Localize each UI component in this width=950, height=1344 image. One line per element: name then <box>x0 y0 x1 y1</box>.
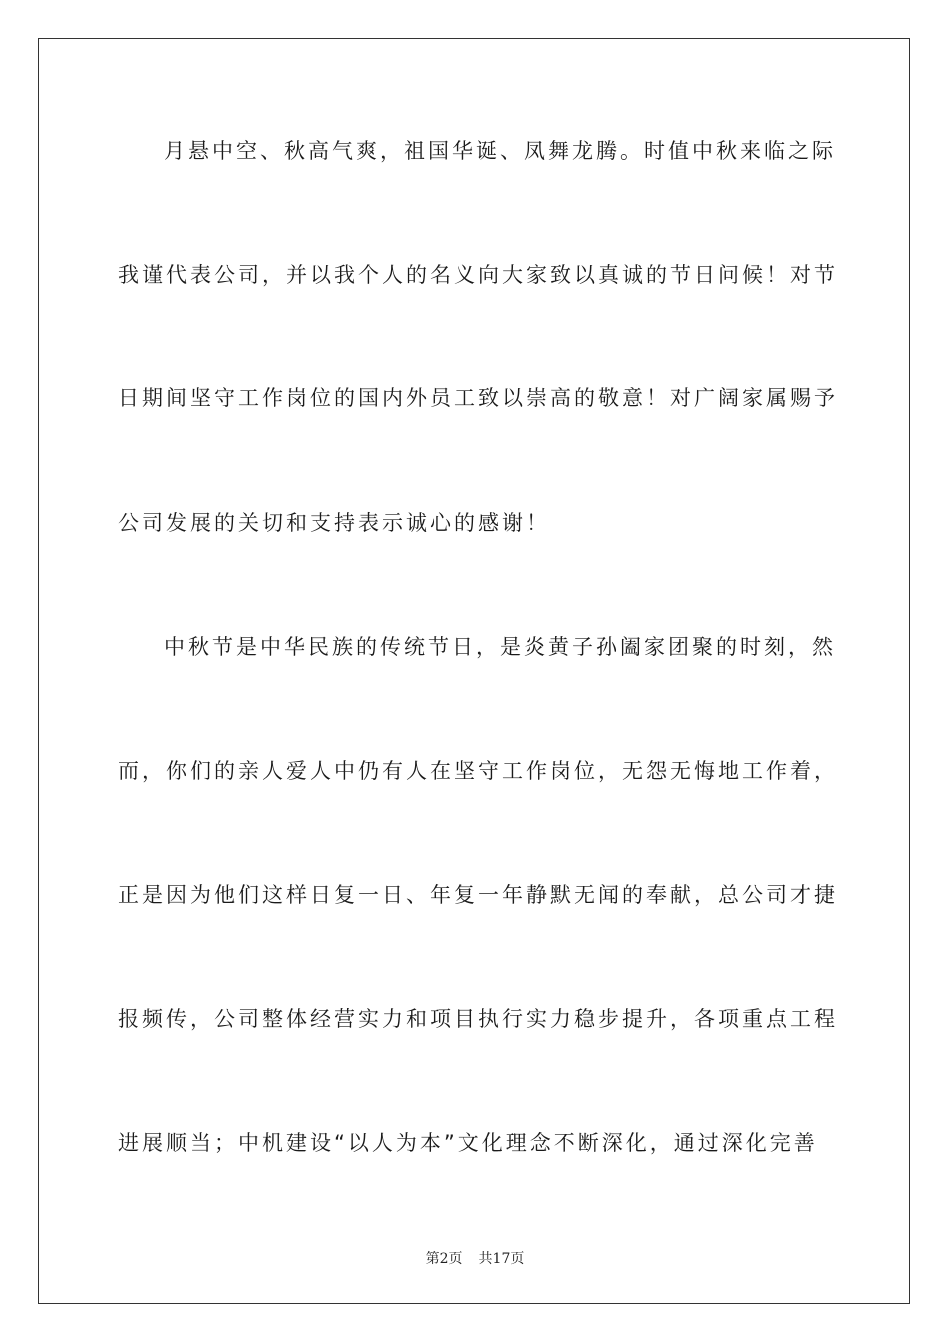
paragraph-line: 而，你们的亲人爱人中仍有人在坚守工作岗位，无怨无悔地工作着， <box>118 759 838 783</box>
paragraph-line: 进展顺当；中机建设“以人为本”文化理念不断深化，通过深化完善 <box>118 1131 818 1155</box>
page-total: 共17页 <box>478 1251 525 1267</box>
page-border <box>38 38 910 1304</box>
paragraph-line: 报频传，公司整体经营实力和项目执行实力稳步提升，各项重点工程 <box>118 1007 838 1031</box>
paragraph-line: 中秋节是中华民族的传统节日，是炎黄子孙阖家团聚的时刻，然 <box>164 635 836 659</box>
paragraph-line: 月悬中空、秋高气爽，祖国华诞、凤舞龙腾。时值中秋来临之际 <box>164 139 836 163</box>
page-footer <box>0 1248 950 1268</box>
page-number: 第2页 <box>425 1251 463 1267</box>
paragraph-line: 公司发展的关切和支持表示诚心的感谢！ <box>118 511 550 535</box>
paragraph-line: 日期间坚守工作岗位的国内外员工致以崇高的敬意！对广阔家属赐予 <box>118 386 838 410</box>
paragraph-line: 正是因为他们这样日复一日、年复一年静默无闻的奉献，总公司才捷 <box>118 883 838 907</box>
paragraph-line: 我谨代表公司，并以我个人的名义向大家致以真诚的节日问候！对节 <box>118 263 838 287</box>
